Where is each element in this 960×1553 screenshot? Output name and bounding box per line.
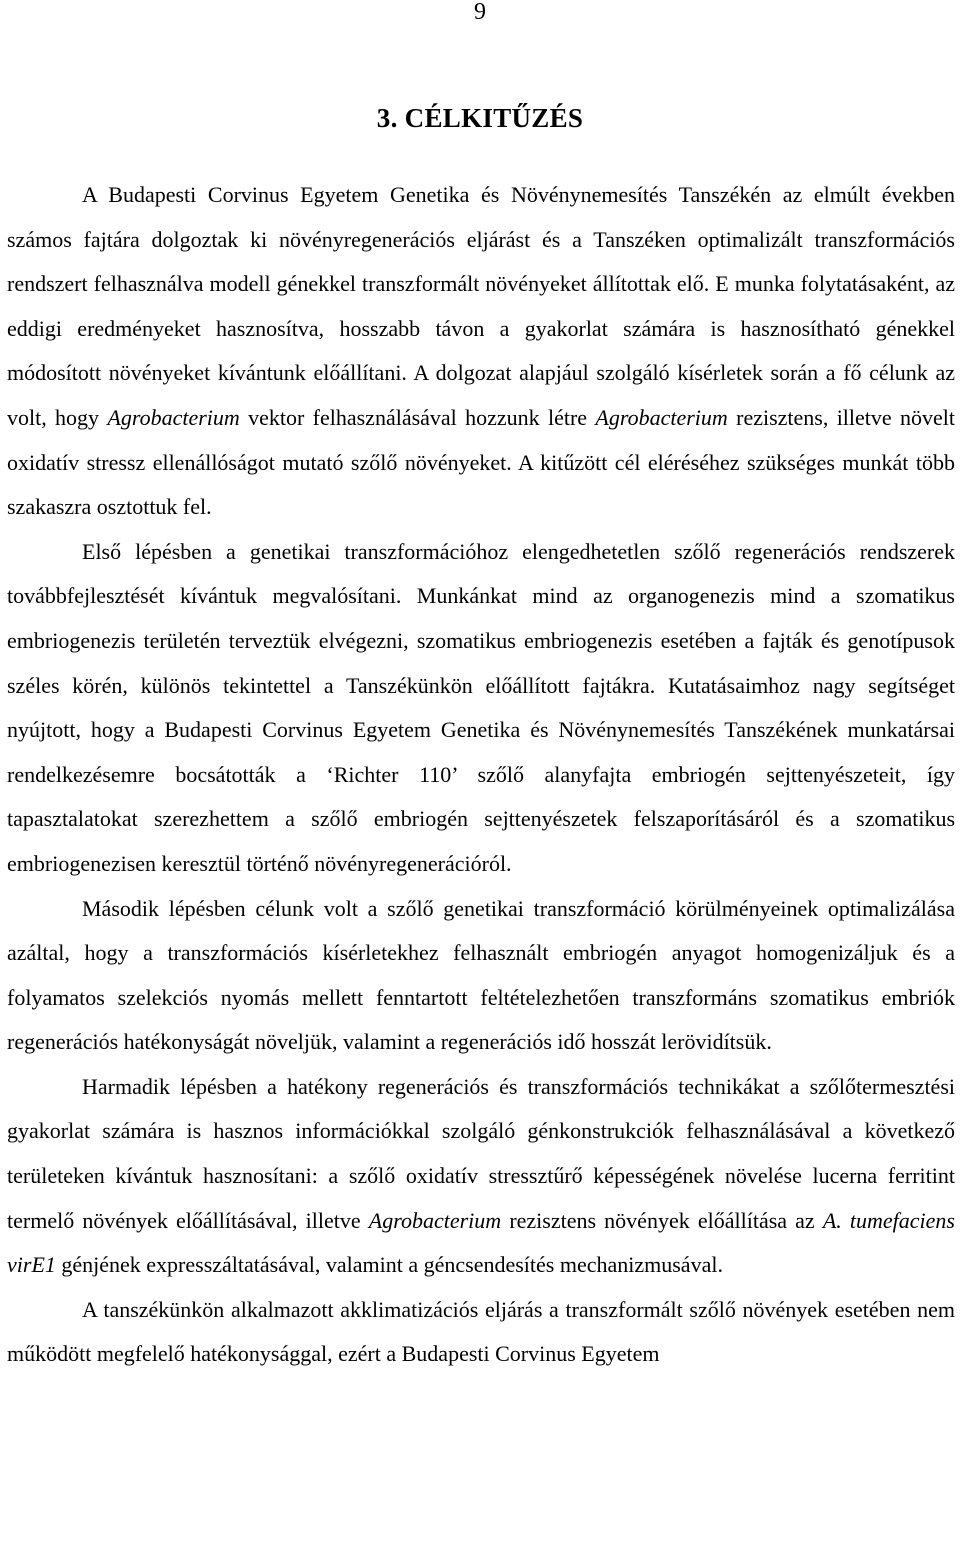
text-segment: génjének expresszáltatásával, valamint a géncsendesítés mechanizmusával.: [55, 1252, 723, 1278]
paragraph-first-step: [7, 530, 955, 887]
text-segment: Első lépésben a genetikai transzformációhoz elengedhetetlen szőlő regenerációs rendszerek továbbfejlesztését kívántuk megvalósítani. Munkánkat mind az organogenezis mind a szomatikus embriogenezis területén terveztük elvégezni, szomatikus embriogenezis esetében a fajták és genotípusok széles körén, különös tekintettel a Tanszékünkön előállított fajtákra. Kutatásaimhoz nagy segítséget nyújtott, hogy a Budapesti Corvinus Egyetem Genetika és Növénynemesítés Tanszékének munkatársai rendelkezésemre bocsátották a ‘Richter 110’ szőlő alanyfajta embriogén sejttenyészeteit, így tapasztalatokat szerezhettem a szőlő embriogén sejttenyészetek felszaporításáról és a szomatikus embriogenezisen keresztül történő növényregenerációról.: [7, 538, 955, 876]
paragraph-third-step: [7, 1065, 955, 1288]
italic-term: Agrobacterium: [368, 1207, 502, 1233]
paragraph-intro: [7, 173, 955, 530]
text-segment: vektor felhasználásával hozzunk létre: [239, 404, 596, 430]
paragraph-acclimatization: [7, 1288, 955, 1377]
chapter-title: 3. CÉLKITŰZÉS: [376, 103, 584, 133]
body-text: [7, 173, 955, 1377]
text-segment: rezisztens növények előállítása az: [501, 1207, 823, 1233]
text-segment: A Budapesti Corvinus Egyetem Genetika és Növénynemesítés Tanszékén az elmúlt években számos fajtára dolgoztak ki növényregenerációs eljárást és a Tanszéken optimalizált transzformációs rendszert felhasználva modell génekkel transzformált növényeket állítottak elő. E munka folytatásaként, az eddigi eredményeket hasznosítva, hosszabb távon a gyakorlat számára is hasznosítható génekkel módosított növényeket kívántunk előállítani. A dolgozat alapjául szolgáló kísérletek során a fő célunk az volt, hogy: [7, 182, 955, 430]
text-segment: Második lépésben célunk volt a szőlő genetikai transzformáció körülményeinek optimalizálása azáltal, hogy a transzformációs kísérletekhez felhasznált embriogén anyagot homogenizáljuk és a folyamatos szelekciós nyomás mellett fenntartott feltételezhetően transzformáns szomatikus embriók regenerációs hatékonyságát növeljük, valamint a regenerációs idő hosszát lerövidítsük.: [7, 895, 955, 1055]
text-segment: A tanszékünkön alkalmazott akklimatizációs eljárás a transzformált szőlő növények esetében nem működött megfelelő hatékonysággal, ezért a Budapesti Corvinus Egyetem: [7, 1296, 955, 1367]
italic-term: Agrobacterium: [107, 404, 240, 430]
text-segment: rezisztens, illetve növelt oxidatív stressz ellenállóságot mutató szőlő növényeket. A kitűzött cél eléréséhez szükséges munkát több szakaszra osztottuk fel.: [7, 404, 955, 520]
paragraph-second-step: [7, 887, 955, 1065]
italic-term: Agrobacterium: [595, 404, 728, 430]
italic-term: A. tumefaciens virE1: [7, 1207, 955, 1278]
page-number: 9: [474, 0, 486, 25]
text-segment: Harmadik lépésben a hatékony regenerációs és transzformációs technikákat a szőlőtermesztési gyakorlat számára is hasznos információkkal szolgáló génkonstrukciók felhasználásával a következő területeken kívántuk hasznosítani: a szőlő oxidatív stressztűrő képességének növelése lucerna ferritint termelő növények előállításával, illetve: [7, 1073, 955, 1233]
